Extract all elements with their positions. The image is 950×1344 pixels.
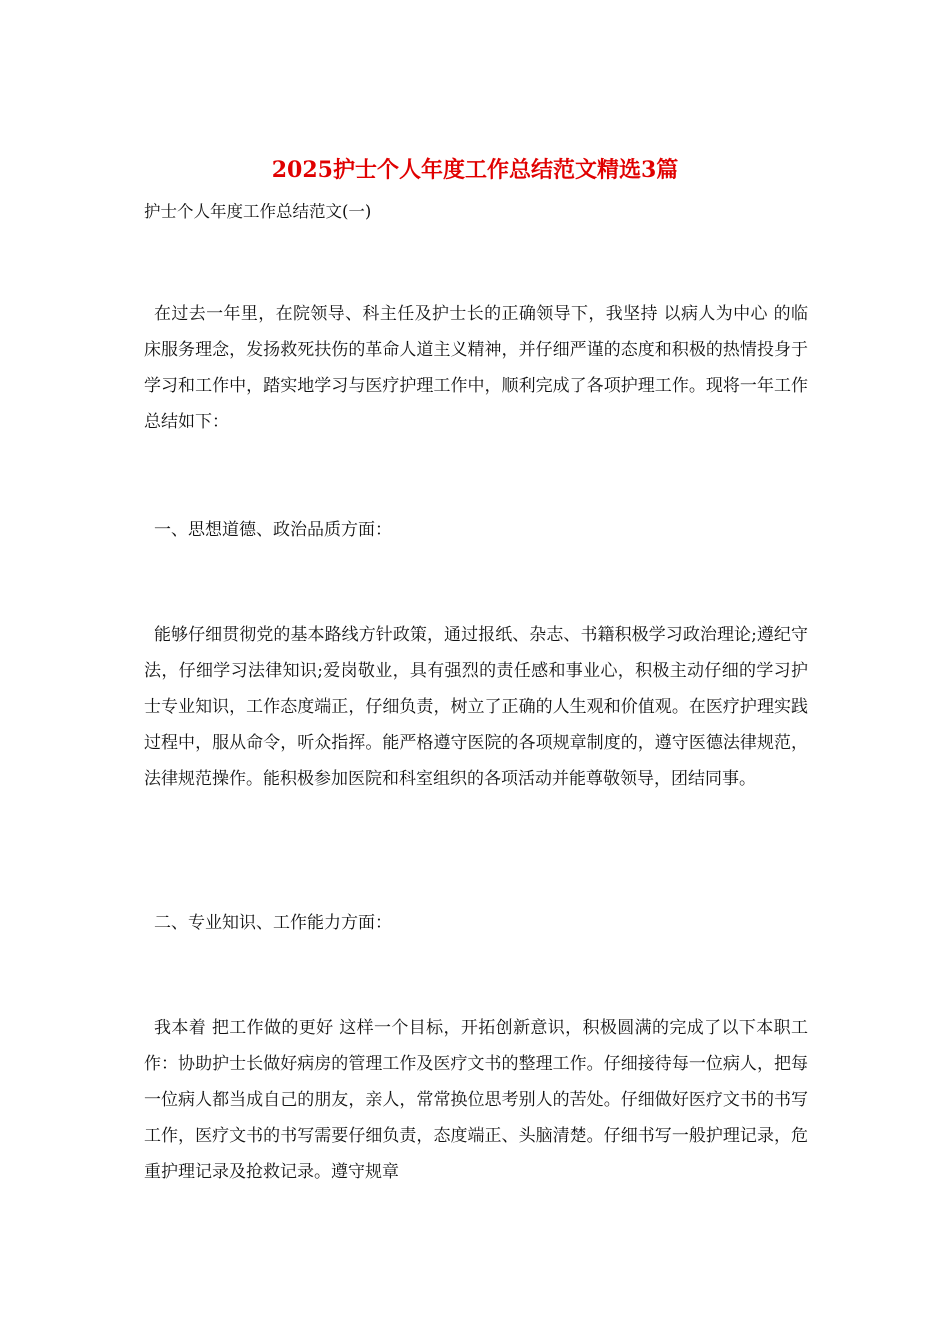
section-body-1: 能够仔细贯彻党的基本路线方针政策，通过报纸、杂志、书籍积极学习政治理论;遵纪守法，仔细学习法律知识;爱岗敬业，具有强烈的责任感和事业心，积极主动仔细的学习护士专业知识，工作态度端正，仔细负责，树立了正确的人生观和价值观。在医疗护理实践过程中，服从命令，听众指挥。能严格遵守医院的各项规章制度的，遵守医德法律规范，法律规范操作。能积极参加医院和科室组织的各项活动并能尊敬领导，团结同事。 [144, 625, 808, 789]
section-heading-2: 二、专业知识、工作能力方面： [154, 913, 392, 933]
document-subtitle: 护士个人年度工作总结范文(一) [144, 202, 372, 221]
section-heading-1: 一、思想道德、政治品质方面： [154, 520, 392, 540]
section-body-2: 我本着 把工作做的更好 这样一个目标，开拓创新意识，积极圆满的完成了以下本职工作：协助护士长做好病房的管理工作及医疗文书的整理工作。仔细接待每一位病人，把每一位病人都当成自己的朋友，亲人，常常换位思考别人的苦处。仔细做好医疗文书的书写工作，医疗文书的书写需要仔细负责，态度端正、头脑清楚。仔细书写一般护理记录，危重护理记录及抢救记录。遵守规章 [144, 1018, 808, 1182]
intro-paragraph: 在过去一年里，在院领导、科主任及护士长的正确领导下，我坚持 以病人为中心 的临床服务理念，发扬救死扶伤的革命人道主义精神，并仔细严谨的态度和积极的热情投身于学习和工作中，踏实地学习与医疗护理工作中，顺利完成了各项护理工作。现将一年工作总结如下： [144, 304, 808, 432]
document-title: 2025护士个人年度工作总结范文精选3篇 [271, 157, 679, 183]
